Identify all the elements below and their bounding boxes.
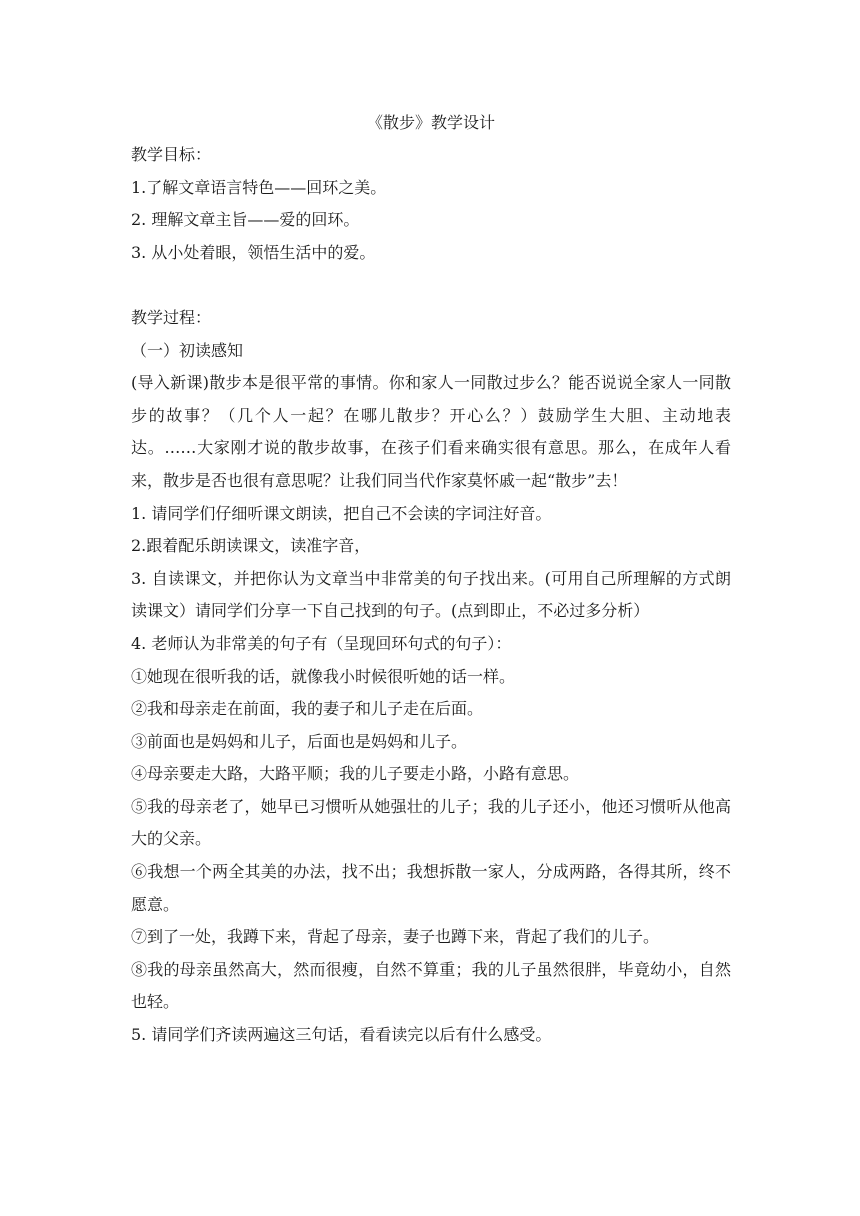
sentence-3: ③前面也是妈妈和儿子，后面也是妈妈和儿子。 [131,731,468,751]
sentence-2: ②我和母亲走在前面，我的妻子和儿子走在后面。 [131,699,484,719]
sentence-7: ⑦到了一处，我蹲下来，背起了母亲，妻子也蹲下来，背起了我们的儿子。 [131,927,660,947]
document-title: 《散步》教学设计 [366,113,495,132]
sentence-8: ⑧我的母亲虽然高大，然而很瘦，自然不算重；我的儿子虽然很胖，毕竟幼小，自然也轻。 [131,959,731,1012]
sentence-6: ⑥我想一个两全其美的办法，找不出；我想拆散一家人，分成两路，各得其所，终不愿意。 [131,862,731,914]
process-heading: 教学过程： [131,307,212,327]
intro-paragraph: (导入新课)散步本是很平常的事情。你和家人一同散过步么？能否说说全家人一同散步的故事？（几个人一起？在哪儿散步？开心么？）鼓励学生大胆、主动地表达。……大家刚才说的散步故事，在孩子们看来确实很有意思。那么，在成年人看来，散步是否也很有意思呢？让我们同当代作家莫怀戚一起“散步”去！ [131,373,731,490]
blank-line [131,269,731,302]
step-5: 5. 请同学们齐读两遍这三句话，看看读完以后有什么感受。 [131,1025,552,1045]
step-3: 3. 自读课文，并把你认为文章当中非常美的句子找出来。(可用自己所理解的方式朗读课文）请同学们分享一下自己找到的句子。(点到即止，不必过多分析） [131,568,731,621]
sentence-4: ④母亲要走大路，大路平顺；我的儿子要走小路，小路有意思。 [131,764,580,784]
step-1: 1. 请同学们仔细听课文朗读，把自己不会读的字词注好音。 [131,503,552,523]
goal-item-2: 2. 理解文章主旨——爱的回环。 [131,210,360,230]
goal-item-3: 3. 从小处着眼，领悟生活中的爱。 [131,242,376,262]
step-2: 2.跟着配乐朗读课文，读准字音， [131,536,371,556]
section-heading: （一）初读感知 [131,340,244,360]
goal-item-1: 1.了解文章语言特色——回环之美。 [131,177,387,197]
goals-heading: 教学目标： [131,145,212,164]
sentence-5: ⑤我的母亲老了，她早已习惯听从她强壮的儿子；我的儿子还小，他还习惯听从他高大的父亲。 [131,796,731,849]
step-4: 4. 老师认为非常美的句子有（呈现回环句式的句子）： [131,633,512,653]
sentence-1: ①她现在很听我的话，就像我小时候很听她的话一样。 [131,666,516,686]
document-page [131,106,731,1052]
